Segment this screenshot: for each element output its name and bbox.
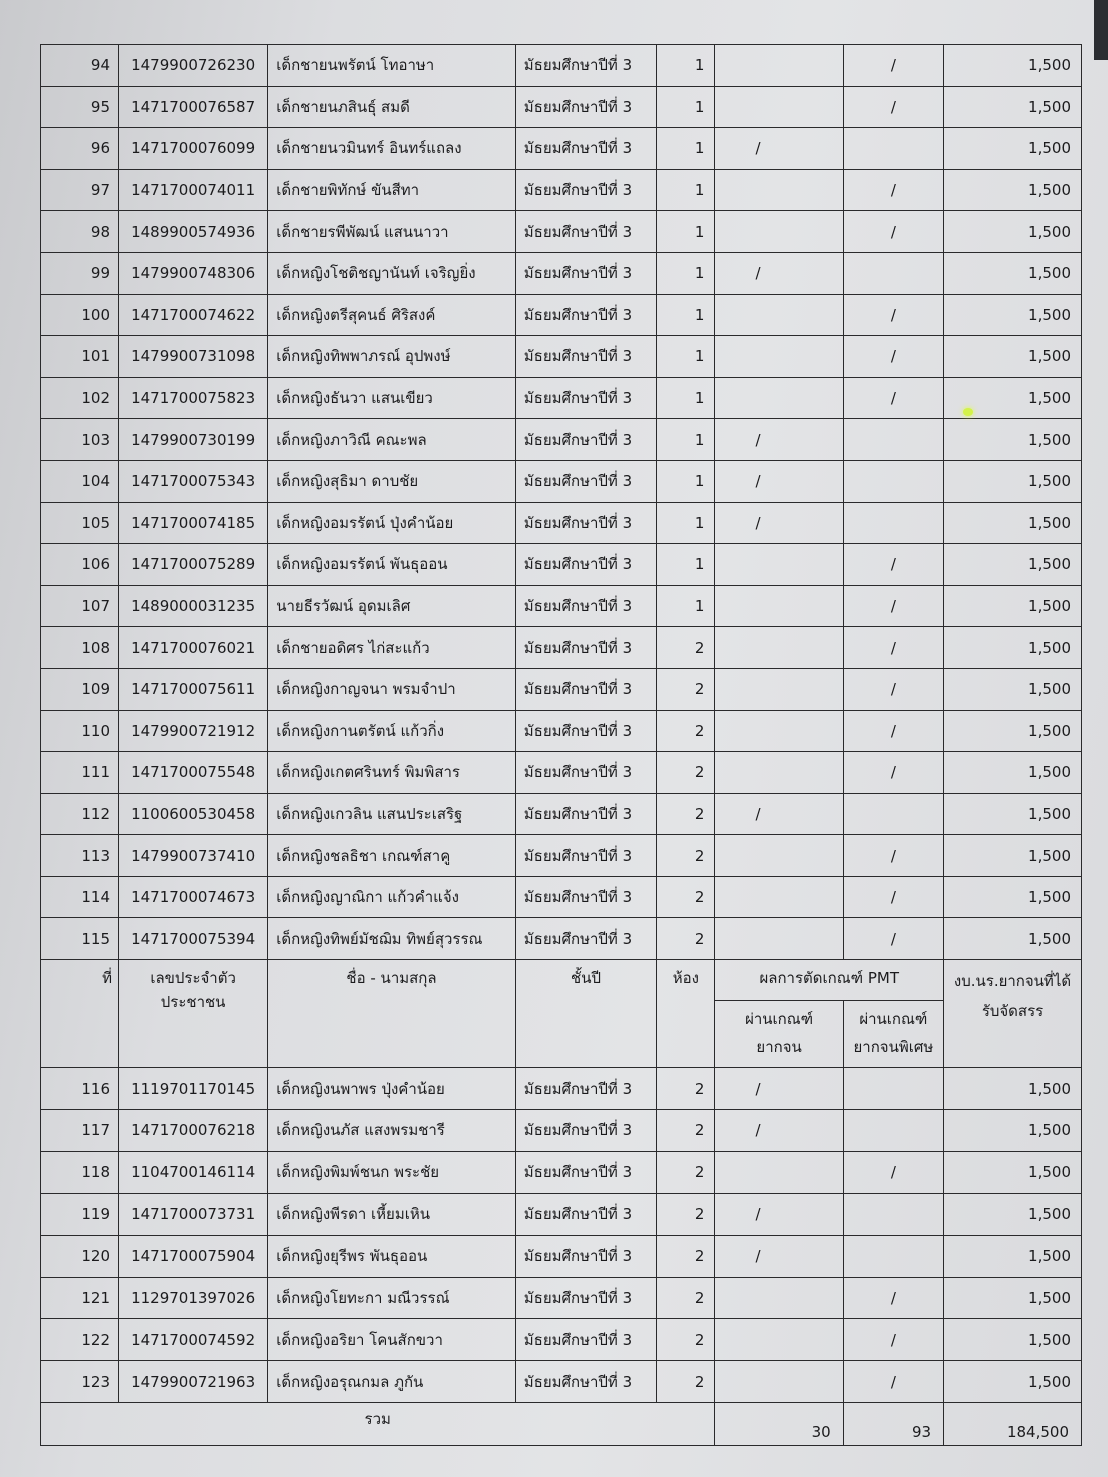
grade-level: มัธยมศึกษาปีที่ 3 — [515, 710, 656, 752]
table-row — [41, 668, 1082, 710]
extreme-poor-mark — [843, 128, 943, 170]
row-number: 100 — [41, 294, 119, 336]
extreme-poor-mark: / — [843, 710, 943, 752]
table-row — [41, 169, 1082, 211]
extreme-poor-mark: / — [843, 1277, 943, 1319]
citizen-id: 1479900721963 — [119, 1361, 268, 1403]
poor-mark: / — [715, 460, 843, 502]
room-number: 2 — [657, 627, 715, 669]
extreme-poor-mark: / — [843, 835, 943, 877]
room-number: 2 — [657, 1361, 715, 1403]
allocation-amount: 1,500 — [944, 585, 1082, 627]
citizen-id: 1471700075548 — [119, 752, 268, 794]
poor-mark — [715, 1319, 843, 1361]
allocation-amount: 1,500 — [944, 1068, 1082, 1110]
row-number: 102 — [41, 377, 119, 419]
grade-level: มัธยมศึกษาปีที่ 3 — [515, 45, 656, 87]
row-number: 99 — [41, 252, 119, 294]
grade-level: มัธยมศึกษาปีที่ 3 — [515, 544, 656, 586]
extreme-poor-mark: / — [843, 86, 943, 128]
student-name: นายธีรวัฒน์ อุดมเลิศ — [268, 585, 516, 627]
room-number: 2 — [657, 1277, 715, 1319]
extreme-poor-mark: / — [843, 294, 943, 336]
room-number: 2 — [657, 1193, 715, 1235]
extreme-poor-mark: / — [843, 627, 943, 669]
room-number: 1 — [657, 211, 715, 253]
student-name: เด็กหญิงทิพย์มัชฌิม ทิพย์สุวรรณ — [268, 918, 516, 960]
student-name: เด็กหญิงอรุณกมล ภูกัน — [268, 1361, 516, 1403]
table-row — [41, 918, 1082, 960]
grade-level: มัธยมศึกษาปีที่ 3 — [515, 585, 656, 627]
room-number: 2 — [657, 835, 715, 877]
citizen-id: 1471700076099 — [119, 128, 268, 170]
extreme-poor-mark — [843, 1235, 943, 1277]
grade-level: มัธยมศึกษาปีที่ 3 — [515, 668, 656, 710]
row-number: 96 — [41, 128, 119, 170]
table-row — [41, 585, 1082, 627]
grade-level: มัธยมศึกษาปีที่ 3 — [515, 169, 656, 211]
table-row — [41, 1235, 1082, 1277]
table-row — [41, 336, 1082, 378]
table-row — [41, 627, 1082, 669]
row-number: 113 — [41, 835, 119, 877]
citizen-id: 1479900721912 — [119, 710, 268, 752]
room-number: 2 — [657, 1151, 715, 1193]
extreme-poor-mark — [843, 793, 943, 835]
room-number: 1 — [657, 460, 715, 502]
allocation-amount: 1,500 — [944, 169, 1082, 211]
table-row — [41, 377, 1082, 419]
row-number: 111 — [41, 752, 119, 794]
citizen-id: 1479900748306 — [119, 252, 268, 294]
poor-mark — [715, 668, 843, 710]
citizen-id: 1104700146114 — [119, 1151, 268, 1193]
grade-level: มัธยมศึกษาปีที่ 3 — [515, 336, 656, 378]
student-name: เด็กหญิงยุรีพร พันธุออน — [268, 1235, 516, 1277]
allocation-amount: 1,500 — [944, 1151, 1082, 1193]
table-row — [41, 835, 1082, 877]
room-number: 2 — [657, 668, 715, 710]
extreme-poor-mark: / — [843, 544, 943, 586]
student-name: เด็กหญิงกานตรัตน์ แก้วกิ่ง — [268, 710, 516, 752]
poor-mark: / — [715, 128, 843, 170]
extreme-poor-mark — [843, 419, 943, 461]
extreme-poor-mark — [843, 460, 943, 502]
student-name: เด็กหญิงนภัส แสงพรมชารี — [268, 1109, 516, 1151]
row-number: 115 — [41, 918, 119, 960]
header-extreme-line2: ยากจนพิเศษ — [853, 1038, 934, 1057]
room-number: 2 — [657, 710, 715, 752]
student-name: เด็กหญิงอมรรัตน์ ปุ่งคำน้อย — [268, 502, 516, 544]
citizen-id: 1471700075394 — [119, 918, 268, 960]
table-row — [41, 45, 1082, 87]
row-number: 114 — [41, 876, 119, 918]
table-row — [41, 128, 1082, 170]
poor-mark — [715, 169, 843, 211]
row-number: 104 — [41, 460, 119, 502]
poor-mark — [715, 336, 843, 378]
extreme-poor-mark: / — [843, 668, 943, 710]
row-number: 122 — [41, 1319, 119, 1361]
table-row — [41, 752, 1082, 794]
row-number: 110 — [41, 710, 119, 752]
extreme-poor-mark: / — [843, 1151, 943, 1193]
student-name: เด็กหญิงพิมพ์ชนก พระชัย — [268, 1151, 516, 1193]
row-number: 118 — [41, 1151, 119, 1193]
allocation-amount: 1,500 — [944, 45, 1082, 87]
grade-level: มัธยมศึกษาปีที่ 3 — [515, 377, 656, 419]
table-total — [41, 1403, 1082, 1446]
extreme-poor-mark: / — [843, 336, 943, 378]
room-number: 2 — [657, 752, 715, 794]
room-number: 1 — [657, 544, 715, 586]
grade-level: มัธยมศึกษาปีที่ 3 — [515, 1361, 656, 1403]
room-number: 1 — [657, 252, 715, 294]
header-no: ที่ — [41, 960, 119, 1068]
extreme-poor-mark: / — [843, 585, 943, 627]
citizen-id: 1471700075904 — [119, 1235, 268, 1277]
room-number: 1 — [657, 294, 715, 336]
row-number: 98 — [41, 211, 119, 253]
allocation-amount: 1,500 — [944, 1277, 1082, 1319]
poor-mark — [715, 585, 843, 627]
citizen-id: 1479900731098 — [119, 336, 268, 378]
allocation-amount: 1,500 — [944, 1109, 1082, 1151]
citizen-id: 1471700076218 — [119, 1109, 268, 1151]
row-number: 103 — [41, 419, 119, 461]
row-number: 107 — [41, 585, 119, 627]
row-number: 112 — [41, 793, 119, 835]
poor-mark — [715, 876, 843, 918]
room-number: 2 — [657, 876, 715, 918]
extreme-poor-mark: / — [843, 752, 943, 794]
citizen-id: 1471700075289 — [119, 544, 268, 586]
room-number: 1 — [657, 377, 715, 419]
poor-mark — [715, 918, 843, 960]
row-number: 119 — [41, 1193, 119, 1235]
grade-level: มัธยมศึกษาปีที่ 3 — [515, 1235, 656, 1277]
table-row — [41, 793, 1082, 835]
allocation-amount: 1,500 — [944, 1361, 1082, 1403]
citizen-id: 1471700076021 — [119, 627, 268, 669]
poor-mark: / — [715, 1109, 843, 1151]
poor-mark — [715, 1277, 843, 1319]
allocation-amount: 1,500 — [944, 1235, 1082, 1277]
header-id — [119, 960, 268, 1068]
table-row — [41, 544, 1082, 586]
header-extreme — [843, 1001, 943, 1068]
header-poor-line2: ยากจน — [756, 1038, 802, 1057]
poor-mark — [715, 1361, 843, 1403]
allocation-amount: 1,500 — [944, 793, 1082, 835]
row-number: 106 — [41, 544, 119, 586]
total-label: รวม — [41, 1403, 715, 1446]
extreme-poor-mark: / — [843, 1361, 943, 1403]
extreme-poor-mark: / — [843, 169, 943, 211]
student-name: เด็กหญิงโชติชญานันท์ เจริญยิ่ง — [268, 252, 516, 294]
room-number: 1 — [657, 45, 715, 87]
extreme-poor-mark: / — [843, 876, 943, 918]
allocation-amount: 1,500 — [944, 1319, 1082, 1361]
table-row — [41, 876, 1082, 918]
citizen-id: 1479900726230 — [119, 45, 268, 87]
room-number: 1 — [657, 585, 715, 627]
allocation-amount: 1,500 — [944, 419, 1082, 461]
allocation-amount: 1,500 — [944, 710, 1082, 752]
allocation-amount: 1,500 — [944, 252, 1082, 294]
student-name: เด็กหญิงชลธิชา เกณฑ์สาคู — [268, 835, 516, 877]
row-number: 121 — [41, 1277, 119, 1319]
row-number: 116 — [41, 1068, 119, 1110]
poor-mark: / — [715, 1235, 843, 1277]
light-spot — [963, 408, 973, 416]
student-allocation-table — [40, 44, 1082, 1446]
header-amount-line1: งบ.นร.ยากจนที่ได้ — [953, 972, 1072, 991]
allocation-amount: 1,500 — [944, 544, 1082, 586]
extreme-poor-mark: / — [843, 1319, 943, 1361]
extreme-poor-mark: / — [843, 45, 943, 87]
citizen-id: 1471700074185 — [119, 502, 268, 544]
citizen-id: 1471700075343 — [119, 460, 268, 502]
student-name: เด็กหญิงเกตศรินทร์ พิมพิสาร — [268, 752, 516, 794]
extreme-poor-mark: / — [843, 211, 943, 253]
citizen-id: 1479900730199 — [119, 419, 268, 461]
student-name: เด็กหญิงญาณิกา แก้วคำแจ้ง — [268, 876, 516, 918]
table-row — [41, 294, 1082, 336]
header-poor-line1: ผ่านเกณฑ์ — [745, 1010, 814, 1029]
poor-mark — [715, 211, 843, 253]
table-row — [41, 1109, 1082, 1151]
grade-level: มัธยมศึกษาปีที่ 3 — [515, 128, 656, 170]
row-number: 97 — [41, 169, 119, 211]
allocation-amount: 1,500 — [944, 86, 1082, 128]
table-row — [41, 1361, 1082, 1403]
row-number: 95 — [41, 86, 119, 128]
citizen-id: 1489000031235 — [119, 585, 268, 627]
table-row — [41, 1277, 1082, 1319]
citizen-id: 1471700073731 — [119, 1193, 268, 1235]
grade-level: มัธยมศึกษาปีที่ 3 — [515, 502, 656, 544]
poor-mark — [715, 752, 843, 794]
allocation-amount: 1,500 — [944, 502, 1082, 544]
table-body-upper — [41, 45, 1082, 960]
grade-level: มัธยมศึกษาปีที่ 3 — [515, 1193, 656, 1235]
table-row — [41, 1068, 1082, 1110]
grade-level: มัธยมศึกษาปีที่ 3 — [515, 918, 656, 960]
poor-mark: / — [715, 1193, 843, 1235]
extreme-poor-mark — [843, 1068, 943, 1110]
room-number: 1 — [657, 169, 715, 211]
allocation-amount: 1,500 — [944, 668, 1082, 710]
row-number: 117 — [41, 1109, 119, 1151]
room-number: 1 — [657, 336, 715, 378]
poor-mark: / — [715, 502, 843, 544]
header-extreme-line1: ผ่านเกณฑ์ — [859, 1010, 928, 1029]
table-row — [41, 502, 1082, 544]
student-name: เด็กหญิงกาญจนา พรมจำปา — [268, 668, 516, 710]
poor-mark — [715, 377, 843, 419]
grade-level: มัธยมศึกษาปีที่ 3 — [515, 1277, 656, 1319]
allocation-amount: 1,500 — [944, 918, 1082, 960]
room-number: 2 — [657, 1109, 715, 1151]
allocation-amount: 1,500 — [944, 211, 1082, 253]
grade-level: มัธยมศึกษาปีที่ 3 — [515, 419, 656, 461]
grade-level: มัธยมศึกษาปีที่ 3 — [515, 835, 656, 877]
citizen-id: 1471700074011 — [119, 169, 268, 211]
poor-mark — [715, 86, 843, 128]
allocation-amount: 1,500 — [944, 835, 1082, 877]
allocation-amount: 1,500 — [944, 377, 1082, 419]
table-row — [41, 419, 1082, 461]
row-number: 109 — [41, 668, 119, 710]
table-body-lower — [41, 1068, 1082, 1403]
poor-mark — [715, 710, 843, 752]
header-room: ห้อง — [657, 960, 715, 1068]
student-name: เด็กหญิงพีรดา เหี้ยมเหิน — [268, 1193, 516, 1235]
grade-level: มัธยมศึกษาปีที่ 3 — [515, 627, 656, 669]
room-number: 1 — [657, 502, 715, 544]
student-name: เด็กหญิงอริยา โคนสักขวา — [268, 1319, 516, 1361]
citizen-id: 1471700074622 — [119, 294, 268, 336]
extreme-poor-mark — [843, 252, 943, 294]
header-amount — [944, 960, 1082, 1068]
grade-level: มัธยมศึกษาปีที่ 3 — [515, 1319, 656, 1361]
table-header — [41, 960, 1082, 1068]
poor-mark — [715, 294, 843, 336]
room-number: 2 — [657, 918, 715, 960]
allocation-amount: 1,500 — [944, 460, 1082, 502]
row-number: 105 — [41, 502, 119, 544]
table-row — [41, 710, 1082, 752]
student-name: เด็กชายพิทักษ์ ขันสีทา — [268, 169, 516, 211]
poor-mark — [715, 45, 843, 87]
citizen-id: 1471700076587 — [119, 86, 268, 128]
citizen-id: 1100600530458 — [119, 793, 268, 835]
student-name: เด็กหญิงสุธิมา ดาบชัย — [268, 460, 516, 502]
grade-level: มัธยมศึกษาปีที่ 3 — [515, 294, 656, 336]
student-name: เด็กชายนวมินทร์ อินทร์แถลง — [268, 128, 516, 170]
header-poor — [715, 1001, 843, 1068]
table-row — [41, 1319, 1082, 1361]
allocation-amount: 1,500 — [944, 876, 1082, 918]
student-name: เด็กชายอดิศร ไก่สะแก้ว — [268, 627, 516, 669]
grade-level: มัธยมศึกษาปีที่ 3 — [515, 793, 656, 835]
poor-mark — [715, 627, 843, 669]
table-row — [41, 1151, 1082, 1193]
poor-mark — [715, 1151, 843, 1193]
allocation-amount: 1,500 — [944, 752, 1082, 794]
room-number: 1 — [657, 419, 715, 461]
header-grade: ชั้นปี — [515, 960, 656, 1068]
row-number: 120 — [41, 1235, 119, 1277]
poor-mark: / — [715, 419, 843, 461]
room-number: 2 — [657, 1319, 715, 1361]
poor-mark: / — [715, 252, 843, 294]
table-row — [41, 86, 1082, 128]
allocation-amount: 1,500 — [944, 1193, 1082, 1235]
row-number: 108 — [41, 627, 119, 669]
total-poor: 30 — [715, 1403, 843, 1446]
room-number: 2 — [657, 1235, 715, 1277]
grade-level: มัธยมศึกษาปีที่ 3 — [515, 876, 656, 918]
table-row — [41, 1193, 1082, 1235]
student-name: เด็กหญิงทิพพาภรณ์ อุปพงษ์ — [268, 336, 516, 378]
citizen-id: 1479900737410 — [119, 835, 268, 877]
header-name: ชื่อ - นามสกุล — [268, 960, 516, 1068]
allocation-amount: 1,500 — [944, 128, 1082, 170]
room-number: 1 — [657, 86, 715, 128]
citizen-id: 1129701397026 — [119, 1277, 268, 1319]
grade-level: มัธยมศึกษาปีที่ 3 — [515, 211, 656, 253]
room-number: 2 — [657, 793, 715, 835]
poor-mark — [715, 544, 843, 586]
header-id-line2: ประชาชน — [160, 993, 226, 1012]
extreme-poor-mark — [843, 1109, 943, 1151]
student-name: เด็กหญิงตรีสุคนธ์ ศิริสงค์ — [268, 294, 516, 336]
room-number: 2 — [657, 1068, 715, 1110]
grade-level: มัธยมศึกษาปีที่ 3 — [515, 1151, 656, 1193]
allocation-amount: 1,500 — [944, 627, 1082, 669]
header-pmt: ผลการตัดเกณฑ์ PMT — [715, 960, 944, 1001]
extreme-poor-mark: / — [843, 377, 943, 419]
table-row — [41, 211, 1082, 253]
citizen-id: 1471700074592 — [119, 1319, 268, 1361]
citizen-id: 1489900574936 — [119, 211, 268, 253]
citizen-id: 1119701170145 — [119, 1068, 268, 1110]
table-row — [41, 460, 1082, 502]
header-id-line1: เลขประจำตัว — [150, 969, 236, 988]
total-extreme: 93 — [843, 1403, 943, 1446]
background-edge — [1094, 0, 1108, 60]
poor-mark: / — [715, 1068, 843, 1110]
extreme-poor-mark — [843, 1193, 943, 1235]
table-row — [41, 252, 1082, 294]
grade-level: มัธยมศึกษาปีที่ 3 — [515, 752, 656, 794]
row-number: 94 — [41, 45, 119, 87]
allocation-amount: 1,500 — [944, 294, 1082, 336]
student-name: เด็กชายนภสินธุ์ สมดี — [268, 86, 516, 128]
citizen-id: 1471700075823 — [119, 377, 268, 419]
student-name: เด็กชายรพีพัฒน์ แสนนาวา — [268, 211, 516, 253]
header-amount-line2: รับจัดสรร — [981, 1002, 1044, 1021]
grade-level: มัธยมศึกษาปีที่ 3 — [515, 86, 656, 128]
student-name: เด็กหญิงโยทะกา มณีวรรณ์ — [268, 1277, 516, 1319]
grade-level: มัธยมศึกษาปีที่ 3 — [515, 252, 656, 294]
student-name: เด็กหญิงนพาพร ปุ่งคำน้อย — [268, 1068, 516, 1110]
grade-level: มัธยมศึกษาปีที่ 3 — [515, 460, 656, 502]
total-amount: 184,500 — [944, 1403, 1082, 1446]
extreme-poor-mark — [843, 502, 943, 544]
student-name: เด็กหญิงเกวลิน แสนประเสริฐ — [268, 793, 516, 835]
student-name: เด็กชายนพรัตน์ โทอาษา — [268, 45, 516, 87]
poor-mark — [715, 835, 843, 877]
grade-level: มัธยมศึกษาปีที่ 3 — [515, 1109, 656, 1151]
student-name: เด็กหญิงธันวา แสนเขียว — [268, 377, 516, 419]
poor-mark: / — [715, 793, 843, 835]
grade-level: มัธยมศึกษาปีที่ 3 — [515, 1068, 656, 1110]
row-number: 123 — [41, 1361, 119, 1403]
citizen-id: 1471700075611 — [119, 668, 268, 710]
extreme-poor-mark: / — [843, 918, 943, 960]
room-number: 1 — [657, 128, 715, 170]
allocation-amount: 1,500 — [944, 336, 1082, 378]
student-name: เด็กหญิงภาวิณี คณะพล — [268, 419, 516, 461]
row-number: 101 — [41, 336, 119, 378]
student-name: เด็กหญิงอมรรัตน์ พันธุออน — [268, 544, 516, 586]
citizen-id: 1471700074673 — [119, 876, 268, 918]
